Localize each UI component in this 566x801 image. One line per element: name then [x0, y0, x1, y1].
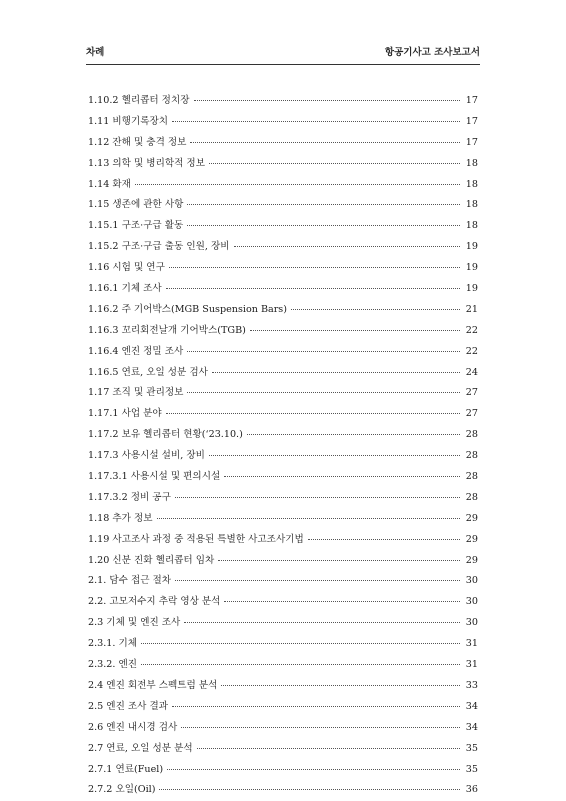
toc-entry-page-number: 17 [465, 136, 478, 148]
toc-entry-page-number: 35 [465, 763, 478, 775]
toc-entry-title: 1.13 의학 및 병리학적 정보 [88, 157, 205, 169]
toc-entry-title: 1.10.2 헬리콥터 정치장 [88, 95, 190, 106]
toc-entry-page-number: 30 [465, 596, 478, 608]
toc-dot-leader [135, 183, 460, 185]
toc-entry-page-number: 27 [465, 387, 478, 399]
toc-entry-title: 1.16 시험 및 연구 [88, 262, 165, 274]
toc-entry[interactable] [88, 300, 478, 321]
toc-entry[interactable] [88, 780, 478, 801]
header-report-title: 항공기사고 조사보고서 [384, 47, 480, 58]
toc-entry-page-number: 19 [465, 241, 478, 253]
toc-entry[interactable] [88, 154, 478, 175]
toc-dot-leader [221, 684, 460, 686]
toc-entry-page-number: 33 [465, 679, 478, 691]
toc-dot-leader [224, 475, 460, 477]
toc-entry[interactable] [88, 279, 478, 300]
toc-entry-title: 2.4 엔진 회전부 스펙트럼 분석 [88, 679, 218, 691]
toc-entry-page-number: 18 [465, 199, 478, 211]
toc-dot-leader [184, 621, 460, 623]
toc-entry[interactable] [88, 488, 478, 509]
toc-entry-title: 1.17.2 보유 헬리콥터 현황(‘23.10.) [88, 429, 243, 441]
toc-entry-title: 1.20 신분 진화 헬리콥터 임차 [88, 554, 215, 566]
toc-entry-page-number: 35 [465, 742, 478, 754]
header-section-title: 차례 [86, 47, 105, 58]
toc-dot-leader [224, 600, 460, 602]
toc-entry-title: 1.16.1 기체 조사 [88, 283, 162, 295]
toc-entry[interactable] [88, 195, 478, 216]
toc-entry-page-number: 28 [465, 491, 478, 503]
toc-dot-leader [250, 329, 460, 331]
toc-entry[interactable] [88, 634, 478, 655]
toc-entry-page-number: 18 [465, 178, 478, 190]
toc-entry-title: 2.7 연료, 오일 성분 분석 [88, 742, 193, 754]
table-of-contents [88, 91, 478, 801]
toc-entry-page-number: 22 [465, 345, 478, 357]
toc-entry-title: 2.2. 고모저수지 추락 영상 분석 [88, 596, 221, 608]
toc-entry[interactable] [88, 592, 478, 613]
toc-entry-title: 1.17.3.1 사용시설 및 편의시설 [88, 471, 221, 483]
toc-entry[interactable] [88, 697, 478, 718]
toc-entry[interactable] [88, 530, 478, 551]
toc-entry[interactable] [88, 446, 478, 467]
toc-entry-title: 1.16.5 연료, 오일 성분 검사 [88, 366, 208, 378]
toc-entry-title: 2.1. 담수 접근 절차 [88, 575, 172, 587]
toc-entry[interactable] [88, 676, 478, 697]
toc-entry[interactable] [88, 321, 478, 342]
toc-entry-page-number: 21 [465, 303, 478, 315]
toc-dot-leader [212, 371, 460, 373]
toc-entry-page-number: 29 [465, 533, 478, 545]
toc-entry-page-number: 17 [465, 115, 478, 127]
toc-dot-leader [234, 245, 461, 247]
toc-entry-title: 1.15.2 구조·구급 출동 인원, 장비 [88, 241, 230, 253]
toc-entry-title: 2.3 기체 및 엔진 조사 [88, 617, 181, 629]
toc-dot-leader [308, 538, 460, 540]
toc-dot-leader [141, 642, 460, 644]
toc-entry[interactable] [88, 509, 478, 530]
toc-dot-leader [172, 120, 460, 122]
toc-dot-leader [181, 726, 460, 728]
toc-entry-title: 2.5 엔진 조사 결과 [88, 700, 169, 712]
toc-entry-title: 1.19 사고조사 과정 중 적용된 특별한 사고조사기법 [88, 533, 304, 545]
toc-dot-leader [159, 788, 460, 790]
toc-entry[interactable] [88, 404, 478, 425]
toc-dot-leader [172, 705, 460, 707]
toc-entry-title: 1.18 추가 정보 [88, 512, 153, 524]
toc-entry[interactable] [88, 258, 478, 279]
toc-dot-leader [209, 162, 460, 164]
toc-entry[interactable] [88, 133, 478, 154]
toc-entry-page-number: 36 [465, 784, 478, 796]
toc-entry[interactable] [88, 425, 478, 446]
toc-entry-title: 1.16.3 꼬리회전날개 기어박스(TGB) [88, 324, 246, 336]
toc-entry[interactable] [88, 739, 478, 760]
toc-dot-leader [187, 350, 460, 352]
toc-entry[interactable] [88, 655, 478, 676]
toc-dot-leader [187, 224, 460, 226]
toc-entry[interactable] [88, 760, 478, 781]
toc-dot-leader [218, 559, 460, 561]
toc-dot-leader [141, 663, 460, 665]
toc-entry-title: 2.6 엔진 내시경 검사 [88, 721, 178, 733]
toc-entry-page-number: 30 [465, 575, 478, 587]
toc-entry[interactable] [88, 613, 478, 634]
toc-entry-page-number: 34 [465, 721, 478, 733]
toc-entry[interactable] [88, 363, 478, 384]
toc-entry-title: 1.17 조직 및 관리정보 [88, 387, 184, 399]
toc-dot-leader [197, 747, 460, 749]
toc-dot-leader [175, 496, 460, 498]
toc-dot-leader [175, 579, 460, 581]
toc-dot-leader [209, 454, 460, 456]
toc-entry-title: 2.7.1 연료(Fuel) [88, 763, 164, 775]
toc-dot-leader [167, 768, 460, 770]
toc-entry-page-number: 17 [465, 95, 478, 106]
toc-dot-leader [190, 141, 460, 143]
toc-entry-page-number: 34 [465, 700, 478, 712]
toc-entry[interactable] [88, 571, 478, 592]
toc-dot-leader [291, 308, 460, 310]
toc-entry-title: 1.12 잔해 및 충격 정보 [88, 136, 187, 148]
toc-entry[interactable] [88, 342, 478, 363]
toc-entry-title: 1.17.3.2 정비 공구 [88, 491, 171, 503]
toc-entry[interactable] [88, 551, 478, 572]
toc-entry[interactable] [88, 718, 478, 739]
toc-entry-page-number: 28 [465, 471, 478, 483]
header-rule [86, 64, 480, 65]
toc-entry-page-number: 31 [465, 638, 478, 650]
toc-entry-page-number: 27 [465, 408, 478, 420]
toc-entry-title: 2.3.2. 엔진 [88, 659, 138, 671]
toc-entry-page-number: 31 [465, 659, 478, 671]
toc-dot-leader [187, 391, 460, 393]
toc-entry[interactable] [88, 216, 478, 237]
toc-entry-title: 2.7.2 오일(Oil) [88, 784, 156, 796]
toc-entry-page-number: 18 [465, 220, 478, 232]
toc-entry-page-number: 29 [465, 512, 478, 524]
toc-entry-page-number: 19 [465, 283, 478, 295]
toc-entry-page-number: 28 [465, 429, 478, 441]
toc-entry[interactable] [88, 237, 478, 258]
toc-dot-leader [169, 266, 460, 268]
toc-entry-title: 2.3.1. 기체 [88, 638, 138, 650]
toc-entry-page-number: 24 [465, 366, 478, 378]
toc-entry-title: 1.11 비행기록장치 [88, 115, 169, 127]
toc-entry[interactable] [88, 91, 478, 112]
toc-entry[interactable] [88, 175, 478, 196]
toc-entry-title: 1.16.4 엔진 정밀 조사 [88, 345, 184, 357]
toc-dot-leader [166, 412, 460, 414]
toc-entry-title: 1.15 생존에 관한 사항 [88, 199, 184, 211]
toc-entry-title: 1.15.1 구조·구급 활동 [88, 220, 184, 232]
toc-entry[interactable] [88, 112, 478, 133]
toc-entry[interactable] [88, 467, 478, 488]
toc-entry-title: 1.14 화재 [88, 178, 131, 190]
toc-entry-title: 1.17.3 사용시설 설비, 장비 [88, 450, 205, 462]
toc-dot-leader [166, 287, 460, 289]
toc-entry-page-number: 30 [465, 617, 478, 629]
toc-dot-leader [194, 99, 461, 101]
page-header [86, 44, 480, 58]
toc-entry-page-number: 19 [465, 262, 478, 274]
toc-entry-title: 1.17.1 사업 분야 [88, 408, 162, 420]
toc-entry-page-number: 28 [465, 450, 478, 462]
toc-entry-title: 1.16.2 주 기어박스(MGB Suspension Bars) [88, 303, 287, 315]
toc-entry[interactable] [88, 383, 478, 404]
toc-dot-leader [187, 203, 460, 205]
toc-entry-page-number: 29 [465, 554, 478, 566]
toc-entry-page-number: 22 [465, 324, 478, 336]
toc-entry-page-number: 18 [465, 157, 478, 169]
toc-dot-leader [247, 433, 460, 435]
toc-dot-leader [157, 517, 460, 519]
